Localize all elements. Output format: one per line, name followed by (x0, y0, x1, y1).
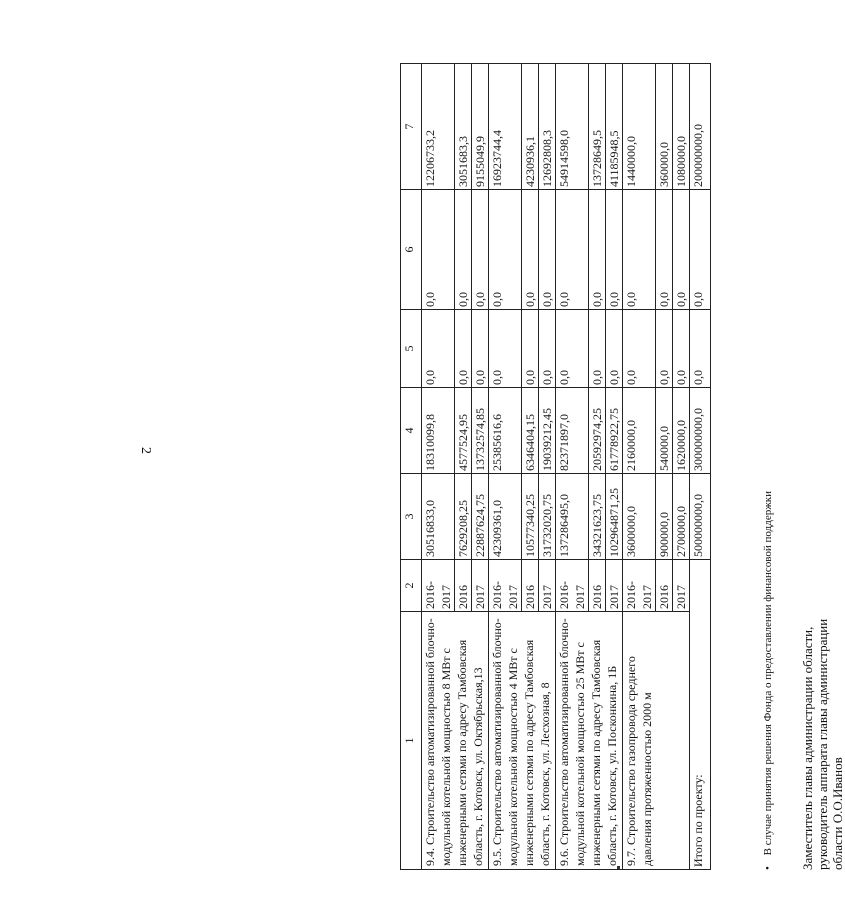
signature-line-1: Заместитель главы администрации области, (800, 626, 815, 870)
item-description: 9.7. Строительство газопровода среднего давления протяженностью 2000 м (623, 612, 690, 870)
amount-cell: 540000,0 (656, 388, 673, 474)
item-description: 9.5. Строительство автоматизированной блочно-модульной котельной мощностью 4 МВт с инженерными сетями по адресу Тамбовская область, г. Котовск, ул. Лесхозная, 8 (489, 612, 556, 870)
amount-cell: 2160000,0 (623, 388, 656, 474)
amount-cell: 0,0 (589, 310, 606, 388)
total-label: Итого по проекту: (690, 560, 711, 870)
period-cell: 2017 (673, 560, 690, 612)
scan-artifact (617, 866, 620, 869)
amount-cell: 7629208,25 (455, 474, 472, 560)
header-cell: 2 (401, 560, 422, 612)
amount-cell: 0,0 (455, 310, 472, 388)
signature-block (800, 619, 845, 870)
amount-cell: 31732020,75 (539, 474, 556, 560)
table-row (556, 64, 589, 870)
amount-cell: 4230936,1 (522, 64, 539, 190)
period-cell: 2016-2017 (422, 560, 455, 612)
amount-cell: 22887624,75 (472, 474, 489, 560)
table-row (489, 64, 522, 870)
amount-cell: 900000,0 (656, 474, 673, 560)
period-cell: 2016-2017 (556, 560, 589, 612)
amount-cell: 0,0 (455, 190, 472, 310)
financing-table (400, 63, 711, 870)
amount-cell: 19039212,45 (539, 388, 556, 474)
amount-cell: 0,0 (489, 190, 522, 310)
header-cell: 5 (401, 310, 422, 388)
amount-cell: 0,0 (556, 310, 589, 388)
amount-cell: 0,0 (623, 190, 656, 310)
amount-cell: 20592974,25 (589, 388, 606, 474)
amount-cell: 0,0 (539, 310, 556, 388)
amount-cell: 0,0 (489, 310, 522, 388)
period-cell: 2017 (539, 560, 556, 612)
signature-line-2: руководитель аппарата главы администрации (815, 618, 830, 870)
amount-cell: 2700000,0 (673, 474, 690, 560)
amount-cell: 82371897,0 (556, 388, 589, 474)
amount-cell: 1440000,0 (623, 64, 656, 190)
amount-cell: 0,0 (606, 310, 623, 388)
amount-cell: 61778922,75 (606, 388, 623, 474)
amount-cell: 0,0 (422, 190, 455, 310)
amount-cell: 137286495,0 (556, 474, 589, 560)
period-cell: 2016-2017 (623, 560, 656, 612)
amount-cell: 4577524,95 (455, 388, 472, 474)
period-cell: 2016 (522, 560, 539, 612)
period-cell: 2016-2017 (489, 560, 522, 612)
amount-cell: 0,0 (656, 310, 673, 388)
amount-cell: 0,0 (472, 190, 489, 310)
item-description: 9.6. Строительство автоматизированной блочно-модульной котельной мощностью 25 МВт с инженерными сетями по адресу Тамбовская область, г. Котовск, ул. Посконкина, 1Б (556, 612, 623, 870)
item-description: 9.4. Строительство автоматизированной блочно-модульной котельной мощностью 8 МВт с инженерными сетями по адресу Тамбовская область, г. Котовск, ул. Октябрьская,13 (422, 612, 489, 870)
amount-cell: 3600000,0 (623, 474, 656, 560)
amount-cell: 0,0 (656, 190, 673, 310)
period-cell: 2016 (656, 560, 673, 612)
amount-cell: 0,0 (606, 190, 623, 310)
table-body (401, 64, 711, 870)
rotated-page-content (400, 60, 845, 870)
table-header-row (401, 64, 422, 870)
amount-cell: 41185948,5 (606, 64, 623, 190)
amount-cell: 30516833,0 (422, 474, 455, 560)
page-number: 2 (138, 447, 153, 454)
amount-cell: 42309361,0 (489, 474, 522, 560)
amount-cell: 0,0 (556, 190, 589, 310)
amount-cell: 0,0 (623, 310, 656, 388)
amount-cell: 6346404,15 (522, 388, 539, 474)
header-cell: 1 (401, 612, 422, 870)
total-row (690, 64, 711, 870)
header-cell: 3 (401, 474, 422, 560)
header-cell: 6 (401, 190, 422, 310)
amount-cell: 1620000,0 (673, 388, 690, 474)
amount-cell: 102964871,25 (606, 474, 623, 560)
footnote (762, 491, 774, 870)
footnote-bullet: • (762, 866, 774, 870)
amount-cell: 360000,0 (656, 64, 673, 190)
header-cell: 7 (401, 64, 422, 190)
amount-cell: 16923744,4 (489, 64, 522, 190)
total-amount-cell: 0,0 (690, 310, 711, 388)
table-row (422, 64, 455, 870)
amount-cell: 34321623,75 (589, 474, 606, 560)
total-amount-cell: 300000000,0 (690, 388, 711, 474)
amount-cell: 9155049,9 (472, 64, 489, 190)
signature-line-3: области О.О.Иванов (830, 757, 845, 870)
period-cell: 2016 (589, 560, 606, 612)
period-cell: 2017 (606, 560, 623, 612)
header-cell: 4 (401, 388, 422, 474)
amount-cell: 0,0 (673, 190, 690, 310)
amount-cell: 0,0 (539, 190, 556, 310)
amount-cell: 0,0 (422, 310, 455, 388)
amount-cell: 3051683,3 (455, 64, 472, 190)
period-cell: 2017 (472, 560, 489, 612)
amount-cell: 1080000,0 (673, 64, 690, 190)
amount-cell: 0,0 (589, 190, 606, 310)
amount-cell: 13728649,5 (589, 64, 606, 190)
amount-cell: 25385616,6 (489, 388, 522, 474)
amount-cell: 12206733,2 (422, 64, 455, 190)
total-amount-cell: 200000000,0 (690, 64, 711, 190)
amount-cell: 13732574,85 (472, 388, 489, 474)
amount-cell: 10577340,25 (522, 474, 539, 560)
footnote-text: В случае принятия решения Фонда о предоставлении финансовой поддержки (762, 490, 774, 856)
amount-cell: 18310099,8 (422, 388, 455, 474)
amount-cell: 54914598,0 (556, 64, 589, 190)
total-amount-cell: 0,0 (690, 190, 711, 310)
table-row (623, 64, 656, 870)
amount-cell: 12692808,3 (539, 64, 556, 190)
amount-cell: 0,0 (522, 310, 539, 388)
amount-cell: 0,0 (522, 190, 539, 310)
amount-cell: 0,0 (472, 310, 489, 388)
total-amount-cell: 500000000,0 (690, 474, 711, 560)
period-cell: 2016 (455, 560, 472, 612)
amount-cell: 0,0 (673, 310, 690, 388)
